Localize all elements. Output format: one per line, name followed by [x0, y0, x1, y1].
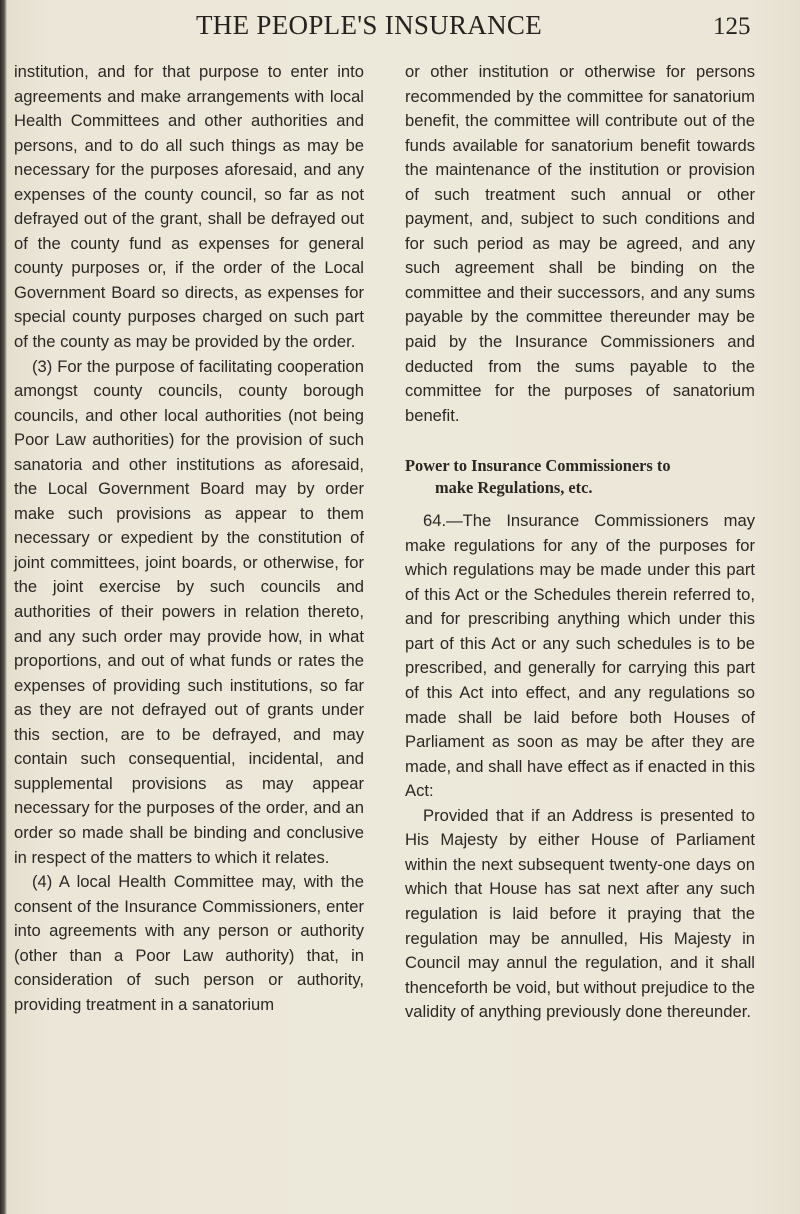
left-paragraph-2: (3) For the purpose of facilitating cooperation amongst county councils, county borough councils, and other local authorities (not being Poor Law authorities) for the provision of such sanatoria and other institutions as aforesaid, the Local Government Board may by order make such provisions as appear to them necessary or expedient by the constitution of joint committees, joint boards, or otherwise, for the joint exercise by such councils and authorities of their powers in relation thereto, and any such order may provide how, in what proportions, and out of what funds or rates the expenses of providing such institutions, so far as they are not defrayed out of grants under this section, are to be defrayed, and may contain such consequential, incidental, and supplemental provisions as may appear necessary for the purposes of the order, and an order so made shall be binding and conclusive in respect of the matters to which it relates.	[14, 356, 364, 867]
section-heading-line-1: Power to Insurance Commissioners to	[405, 456, 671, 476]
section-heading	[405, 455, 755, 499]
right-column	[405, 60, 755, 1025]
book-spine-shadow	[0, 0, 7, 1214]
right-paragraph-1: or other institution or otherwise for persons recommended by the committee for sanatorium benefit, the committee will contribute out of the funds available for sanatorium benefit towards the maintenance of the institution or provision of such treatment such annual or other payment, and, subject to such conditions and for such period as may be agreed, and any such agreement shall be binding on the committee and their successors, and any sums payable by the committee thereunder may be paid by the Insurance Commissioners and deducted from the sums payable to the committee for the purposes of sanatorium benefit.	[405, 62, 755, 425]
running-title: THE PEOPLE'S INSURANCE	[196, 10, 542, 40]
left-paragraph-3: (4) A local Health Committee may, with the consent of the Insurance Commissioners, enter into agreements with any person or authority (other than a Poor Law authority) that, in consideration of such person or authority, providing treatment in a sanatorium	[14, 872, 364, 1014]
right-paragraph-3: Provided that if an Address is presented to His Majesty by either House of Parliament within the next subsequent twenty-one days on which that House has sat next after any such regulation is laid before it praying that the regulation may be annulled, His Majesty in Council may annul the regulation, and it shall thenceforth be void, but without prejudice to the validity of anything previously done thereunder.	[405, 805, 755, 1022]
left-paragraph-1: institution, and for that purpose to enter into agreements and make arrangements with local Health Committees and other authorities and persons, and to do all such things as may be necessary for the purposes aforesaid, and any expenses of the county council, so far as not defrayed out of the grant, shall be defrayed out of the county fund as expenses for general county purposes or, if the order of the Local Government Board so directs, as expenses for special county purposes charged on such part of the county as may be provided by the order.	[14, 62, 364, 352]
right-paragraph-2: 64.—The Insurance Commissioners may make regulations for any of the purposes for which regulations may be made under this part of this Act or the Schedules therein referred to, and for prescribing anything which under this part of this Act or any such schedules is to be prescribed, and generally for carrying this part of this Act into effect, and any regulations so made shall be laid before both Houses of Parliament as soon as may be after they are made, and shall have effect as if enacted in this Act:	[405, 511, 755, 801]
left-column	[14, 60, 364, 1017]
page-number: 125	[713, 13, 751, 40]
section-heading-line-2: make Regulations, etc.	[435, 478, 593, 498]
